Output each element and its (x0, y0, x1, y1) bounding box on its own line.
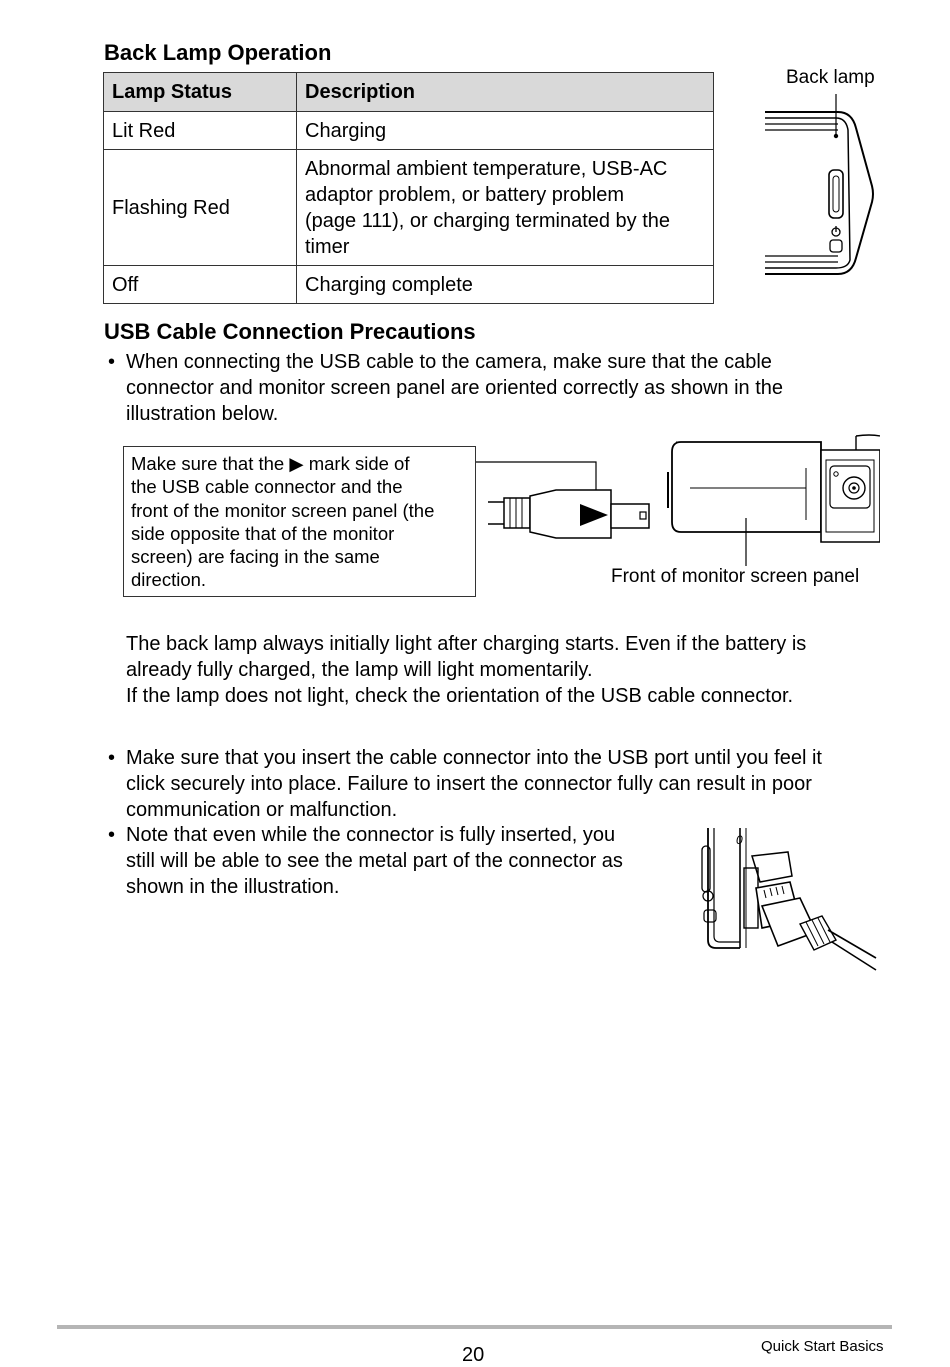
description-cell: Charging (297, 112, 714, 150)
text-line: communication or malfunction. (126, 799, 398, 821)
usb-connector-illustration (476, 432, 880, 572)
text-line: click securely into place. Failure to insert the connector fully can result in poor (126, 773, 812, 795)
lamp-status-cell: Off (104, 266, 297, 304)
section-heading-usb-precautions: USB Cable Connection Precautions (104, 319, 476, 344)
description-line: timer (305, 235, 350, 258)
callout-line: Make sure that the ▶ mark side of (131, 453, 410, 474)
description-line: Abnormal ambient temperature, USB-AC (305, 157, 668, 180)
footer-section-title: Quick Start Basics (761, 1338, 884, 1355)
svg-text:0: 0 (736, 833, 743, 847)
bullet-marker: • (108, 351, 116, 373)
bullet-text (126, 349, 783, 427)
callout-line: the USB cable connector and the (131, 476, 403, 498)
back-lamp-label: Back lamp (786, 67, 875, 88)
bullet-marker: • (108, 824, 116, 846)
table-row (104, 266, 714, 304)
description-line: (page 111), or charging terminated by the (305, 209, 671, 232)
inserted-connector-illustration (700, 828, 880, 976)
text-line: Make sure that you insert the cable connector into the USB port until you feel it (126, 747, 822, 769)
callout-line: front of the monitor screen panel (the (131, 499, 435, 521)
bullet-text (126, 745, 822, 823)
footer-divider (57, 1325, 892, 1329)
table-row (104, 112, 714, 150)
table-row (104, 150, 714, 266)
table-header-row (104, 73, 714, 112)
column-header-lamp-status: Lamp Status (104, 73, 297, 112)
text-line: illustration below. (126, 403, 279, 425)
lamp-status-table (103, 72, 714, 304)
callout-line: screen) are facing in the same (131, 546, 380, 568)
lamp-status-cell: Flashing Red (104, 150, 297, 266)
section-heading-back-lamp: Back Lamp Operation (104, 40, 332, 65)
description-cell (297, 150, 714, 266)
note-paragraph (126, 631, 806, 709)
bullet-marker: • (108, 747, 116, 769)
text-line: already fully charged, the lamp will light momentarily. (126, 659, 593, 681)
text-line: The back lamp always initially light after charging starts. Even if the battery is (126, 633, 807, 655)
callout-box (123, 446, 476, 597)
text-line: still will be able to see the metal part of the connector as (126, 850, 623, 872)
text-line: connector and monitor screen panel are oriented correctly as shown in the (126, 377, 784, 399)
column-header-description: Description (297, 73, 714, 112)
page-number: 20 (462, 1344, 485, 1366)
front-monitor-panel-label: Front of monitor screen panel (611, 566, 860, 587)
description-line: adaptor problem, or battery problem (305, 183, 625, 206)
bullet-text (126, 822, 623, 900)
callout-line: direction. (131, 569, 207, 591)
text-line: When connecting the USB cable to the camera, make sure that the cable (126, 351, 772, 373)
text-line: If the lamp does not light, check the orientation of the USB cable connector. (126, 685, 794, 707)
callout-line: side opposite that of the monitor (131, 522, 395, 544)
text-line: Note that even while the connector is fully inserted, you (126, 824, 616, 846)
lamp-status-cell: Lit Red (104, 112, 297, 150)
camera-back-illustration (760, 90, 885, 280)
description-cell: Charging complete (297, 266, 714, 304)
text-line: shown in the illustration. (126, 876, 340, 898)
